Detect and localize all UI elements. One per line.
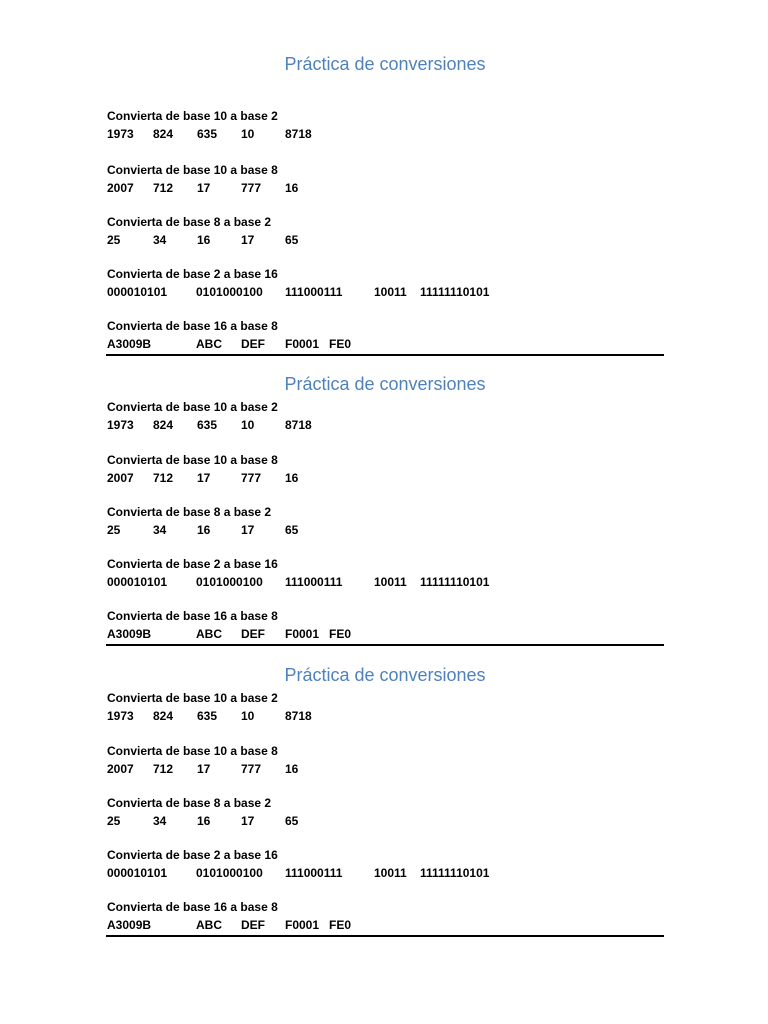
exercise-value: 712 — [153, 181, 174, 195]
exercise-value: 10 — [241, 127, 255, 141]
exercise-heading: Convierta de base 16 a base 8 — [107, 319, 278, 333]
exercise-value: A3009B — [107, 337, 152, 351]
exercise-heading: Convierta de base 2 a base 16 — [107, 848, 278, 862]
exercise-heading: Convierta de base 10 a base 2 — [107, 109, 278, 123]
exercise-value: 8718 — [285, 127, 312, 141]
exercise-heading: Convierta de base 10 a base 8 — [107, 163, 278, 177]
exercise-value: ABC — [196, 918, 222, 932]
exercise-value: 25 — [107, 814, 121, 828]
exercise-value: 000010101 — [107, 575, 168, 589]
exercise-value: 17 — [241, 814, 255, 828]
exercise-value: 65 — [285, 814, 299, 828]
exercise-values — [107, 708, 663, 724]
exercise-value: 635 — [197, 127, 218, 141]
exercise-value: F0001 — [285, 337, 320, 351]
exercise — [107, 795, 663, 831]
exercise-value: 10 — [241, 418, 255, 432]
exercise-value: 10 — [241, 709, 255, 723]
exercise-heading: Convierta de base 10 a base 2 — [107, 691, 278, 705]
exercise-value: 712 — [153, 762, 174, 776]
exercise-value: 2007 — [107, 181, 134, 195]
exercise-value: ABC — [196, 627, 222, 641]
exercise-values — [107, 417, 663, 433]
exercise-value: 16 — [285, 181, 299, 195]
exercise-value: 824 — [153, 418, 174, 432]
exercise-value: 777 — [241, 471, 262, 485]
exercise-values — [107, 917, 663, 933]
exercise-value: FE0 — [329, 337, 352, 351]
exercise-value: 25 — [107, 523, 121, 537]
exercise-value: 0101000100 — [196, 575, 263, 589]
exercise — [107, 266, 663, 302]
exercise-values — [107, 813, 663, 829]
exercise-heading: Convierta de base 8 a base 2 — [107, 215, 272, 229]
exercise-value: DEF — [241, 918, 265, 932]
exercise — [107, 162, 663, 198]
exercise-value: 17 — [197, 181, 211, 195]
exercise-value: 1973 — [107, 418, 134, 432]
exercise-heading: Convierta de base 8 a base 2 — [107, 505, 272, 519]
exercise — [107, 743, 663, 779]
exercise-value: 10011 — [374, 866, 407, 880]
exercise-heading: Convierta de base 10 a base 8 — [107, 744, 278, 758]
exercise-value: 0101000100 — [196, 285, 263, 299]
exercise — [107, 108, 663, 144]
exercise-value: 25 — [107, 233, 121, 247]
exercise — [107, 214, 663, 250]
exercise-values — [107, 284, 663, 300]
exercise-value: 34 — [153, 233, 167, 247]
exercise-values — [107, 626, 663, 642]
exercise-value: 16 — [197, 814, 211, 828]
exercise-value: 10011 — [374, 575, 407, 589]
exercise-value: 635 — [197, 709, 218, 723]
exercise-value: 0101000100 — [196, 866, 263, 880]
exercise-value: 34 — [153, 814, 167, 828]
exercise-heading: Convierta de base 10 a base 2 — [107, 400, 278, 414]
section-divider — [106, 644, 664, 646]
exercise-value: 17 — [241, 233, 255, 247]
exercise-heading: Convierta de base 2 a base 16 — [107, 557, 278, 571]
exercise-value: F0001 — [285, 627, 320, 641]
section-title: Práctica de conversiones — [284, 665, 486, 685]
exercise — [107, 452, 663, 488]
exercise-value: 11111110101 — [420, 575, 490, 589]
exercise-values — [107, 336, 663, 352]
exercise — [107, 899, 663, 935]
exercise-value: 17 — [197, 762, 211, 776]
exercise-value: F0001 — [285, 918, 320, 932]
exercise — [107, 608, 663, 644]
exercise-value: 65 — [285, 233, 299, 247]
section-divider — [106, 354, 664, 356]
exercise-value: 1973 — [107, 709, 134, 723]
exercise-heading: Convierta de base 10 a base 8 — [107, 453, 278, 467]
section-title: Práctica de conversiones — [284, 54, 486, 74]
exercise-value: 16 — [285, 762, 299, 776]
exercise — [107, 318, 663, 354]
exercise-values — [107, 522, 663, 538]
exercise-value: 111000111 — [285, 866, 343, 880]
exercise-value: 10011 — [374, 285, 407, 299]
exercise-value: 17 — [197, 471, 211, 485]
exercise-values — [107, 180, 663, 196]
exercise-value: 16 — [197, 523, 211, 537]
exercise-value: 11111110101 — [420, 866, 490, 880]
exercise-value: 11111110101 — [420, 285, 490, 299]
exercise-heading: Convierta de base 16 a base 8 — [107, 609, 278, 623]
exercise-value: 8718 — [285, 418, 312, 432]
exercise-value: 34 — [153, 523, 167, 537]
exercise-value: 2007 — [107, 762, 134, 776]
exercise-value: A3009B — [107, 627, 152, 641]
section-divider — [106, 935, 664, 937]
exercise — [107, 504, 663, 540]
exercise-value: FE0 — [329, 627, 352, 641]
exercise-values — [107, 232, 663, 248]
exercise-value: 635 — [197, 418, 218, 432]
exercise — [107, 847, 663, 883]
exercise-value: DEF — [241, 627, 265, 641]
exercise-value: 2007 — [107, 471, 134, 485]
exercise — [107, 399, 663, 435]
exercise-value: DEF — [241, 337, 265, 351]
exercise-value: A3009B — [107, 918, 152, 932]
exercise-values — [107, 126, 663, 142]
exercise — [107, 690, 663, 726]
exercise-value: 777 — [241, 181, 262, 195]
exercise-value: 712 — [153, 471, 174, 485]
exercise-value: 824 — [153, 709, 174, 723]
exercise-heading: Convierta de base 8 a base 2 — [107, 796, 272, 810]
exercise-value: 111000111 — [285, 285, 343, 299]
exercise-heading: Convierta de base 2 a base 16 — [107, 267, 278, 281]
exercise-value: 777 — [241, 762, 262, 776]
exercise-value: ABC — [196, 337, 222, 351]
exercise-value: 824 — [153, 127, 174, 141]
exercise-value: 17 — [241, 523, 255, 537]
exercise-values — [107, 470, 663, 486]
exercise-value: 111000111 — [285, 575, 343, 589]
exercise-value: FE0 — [329, 918, 352, 932]
exercise-value: 1973 — [107, 127, 134, 141]
exercise — [107, 556, 663, 592]
exercise-values — [107, 574, 663, 590]
section-title: Práctica de conversiones — [284, 374, 486, 394]
exercise-value: 16 — [285, 471, 299, 485]
exercise-value: 000010101 — [107, 285, 168, 299]
exercise-values — [107, 865, 663, 881]
exercise-value: 000010101 — [107, 866, 168, 880]
exercise-values — [107, 761, 663, 777]
exercise-heading: Convierta de base 16 a base 8 — [107, 900, 278, 914]
exercise-value: 16 — [197, 233, 211, 247]
exercise-value: 8718 — [285, 709, 312, 723]
exercise-value: 65 — [285, 523, 299, 537]
